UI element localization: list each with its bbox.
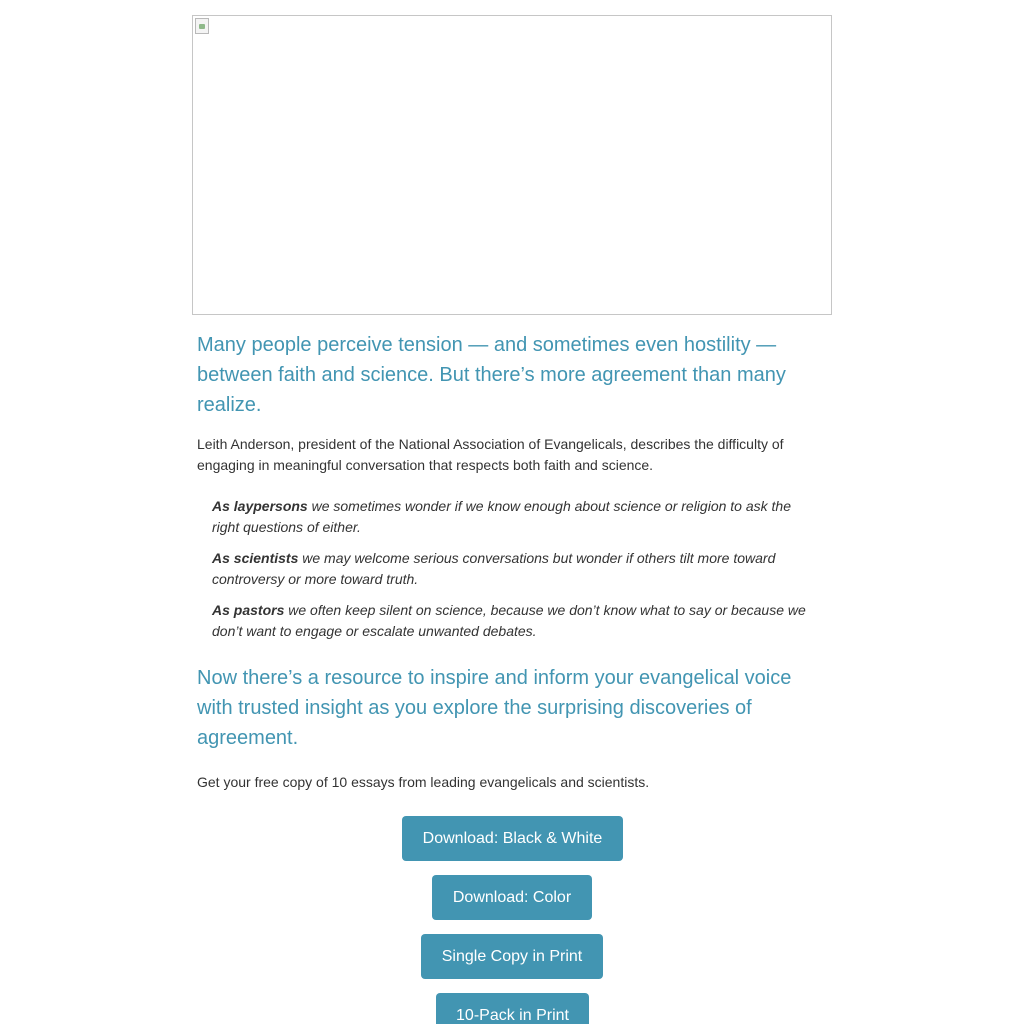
- ten-pack-print-button[interactable]: 10-Pack in Print: [436, 993, 589, 1024]
- single-copy-print-button[interactable]: Single Copy in Print: [421, 934, 603, 979]
- quote-lead: As scientists: [212, 550, 299, 566]
- quote-text: we sometimes wonder if we know enough about science or religion to ask the right questions of either.: [212, 498, 791, 535]
- quote-pastors: [212, 600, 809, 642]
- resource-heading: Now there’s a resource to inspire and inform your evangelical voice with trusted insight as you explore the surprising discoveries of agreement.: [197, 667, 792, 749]
- intro-paragraph: Leith Anderson, president of the National Association of Evangelicals, describes the difficulty of engaging in meaningful conversation that respects both faith and science.: [197, 436, 784, 473]
- quote-text: we may welcome serious conversations but wonder if others tilt more toward controversy or more toward truth.: [212, 550, 776, 587]
- download-black-white-button[interactable]: Download: Black & White: [402, 816, 623, 861]
- cta-paragraph: Get your free copy of 10 essays from leading evangelicals and scientists.: [197, 774, 650, 790]
- broken-image-icon: [195, 18, 209, 34]
- quote-text: we often keep silent on science, because we don’t know what to say or because we don’t want to engage or escalate unwanted debates.: [212, 602, 806, 639]
- quote-list: [212, 496, 809, 652]
- quote-scientists: [212, 548, 809, 590]
- quote-laypersons: [212, 496, 809, 538]
- quote-lead: As laypersons: [212, 498, 308, 514]
- quote-lead: As pastors: [212, 602, 285, 618]
- download-color-button[interactable]: Download: Color: [432, 875, 592, 920]
- intro-heading: Many people perceive tension — and sometimes even hostility — between faith and science. But there’s more agreement than many realize.: [197, 334, 786, 416]
- hero-image: [192, 15, 832, 315]
